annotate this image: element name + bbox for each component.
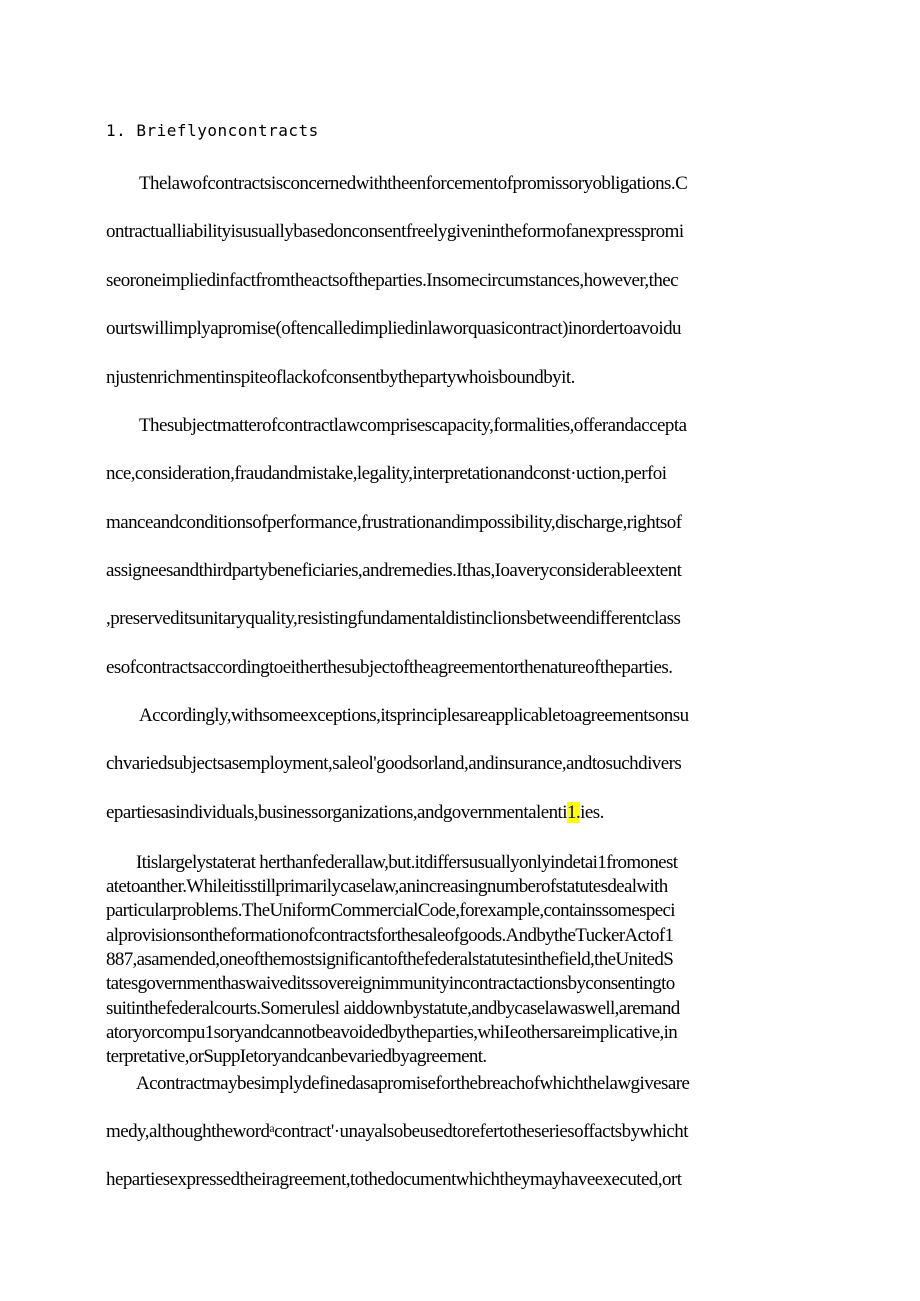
paragraph-line: particularproblems.TheUniformCommercialCode,forexample,containssomespeci <box>106 900 675 921</box>
paragraph-line: ourtswillimplyapromise(oftencalledimpliedinlaworquasicontract)inordertoavoidu <box>106 318 681 339</box>
paragraph-line: Itislargelystaterat herthanfederallaw,but.itdiffersusuallyonlyindetai1fromonest <box>136 852 678 873</box>
paragraph-line: assigneesandthirdpartybeneficiaries,andremedies.Ithas,Ioaveryconsiderableextent <box>106 560 682 581</box>
paragraph-line: chvariedsubjectsasemployment,saleol'goodsorland,andinsurance,andtosuchdivers <box>106 753 682 774</box>
line-text: epartiesasindividuals,businessorganizations,andgovernmentalenti <box>106 802 567 823</box>
paragraph-line: Acontractmaybesimplydefinedasapromiseforthebreachofwhichthelawgivesare <box>136 1073 690 1094</box>
paragraph-line: esofcontractsaccordingtoeitherthesubjectoftheagreementorthenatureoftheparties. <box>106 657 673 678</box>
paragraph-line <box>106 802 604 824</box>
paragraph-line: Thelawofcontractsisconcernedwiththeenforcementofpromissoryobligations.C <box>139 173 688 194</box>
paragraph-line: Thesubjectmatterofcontractlawcomprisescapacity,formalities,offerandaccepta <box>139 415 687 436</box>
highlighted-text: 1. <box>567 802 581 823</box>
paragraph-line: Accordingly,withsomeexceptions,itsprinciplesareapplicabletoagreementsonsu <box>139 705 689 726</box>
paragraph-line: medy,althoughthewordᵃcontract'·unayalsobeusedtorefertotheseriesoffactsbywhicht <box>106 1121 688 1142</box>
paragraph-line: nce,consideration,fraudandmistake,legality,interpretationandconst·uction,perfoi <box>106 463 667 484</box>
paragraph-line: seoroneimpliedinfactfromtheactsoftheparties.Insomecircumstances,however,thec <box>106 270 679 291</box>
paragraph-line: atetoanther.Whileitisstillprimarilycaselaw,anincreasingnumberofstatutesdealwith <box>106 876 668 897</box>
paragraph-line: njustenrichmentinspiteoflackofconsentbythepartywhoisboundbyit. <box>106 367 575 388</box>
paragraph-line: tatesgovernmenthaswaiveditssovereignimmunityincontractactionsbyconsentingto <box>106 973 675 994</box>
paragraph-line: ,preserveditsunitaryquality,resistingfundamentaldistinclionsbetweendifferentclass <box>106 608 681 629</box>
paragraph-line: terpretative,orSuppIetoryandcanbevariedbyagreement. <box>106 1046 487 1067</box>
paragraph-line: hepartiesexpressedtheiragreement,tothedocumentwhichtheymayhaveexecuted,ort <box>106 1169 682 1190</box>
paragraph-line: ontractualliabilityisusuallybasedonconsentfreelygivenintheformofanexpresspromi <box>106 221 684 242</box>
line-text: ies. <box>580 802 604 823</box>
paragraph-line: manceandconditionsofperformance,frustrationandimpossibility,discharge,rightsof <box>106 512 682 533</box>
paragraph-line: alprovisionsontheformationofcontractsforthesaleofgoods.AndbytheTuckerActof1 <box>106 925 674 946</box>
paragraph-line: suitinthefederalcourts.Somerulesl aiddownbystatute,andbycaselawaswell,aremand <box>106 998 680 1019</box>
paragraph-line: 887,asamended,oneofthemostsignificantofthefederalstatutesinthefield,theUnitedS <box>106 949 674 970</box>
paragraph-line: atoryorcompu1soryandcannotbeavoidedbytheparties,whiIeothersareimplicative,in <box>106 1022 678 1043</box>
section-heading: 1. Brieflyoncontracts <box>106 121 319 140</box>
